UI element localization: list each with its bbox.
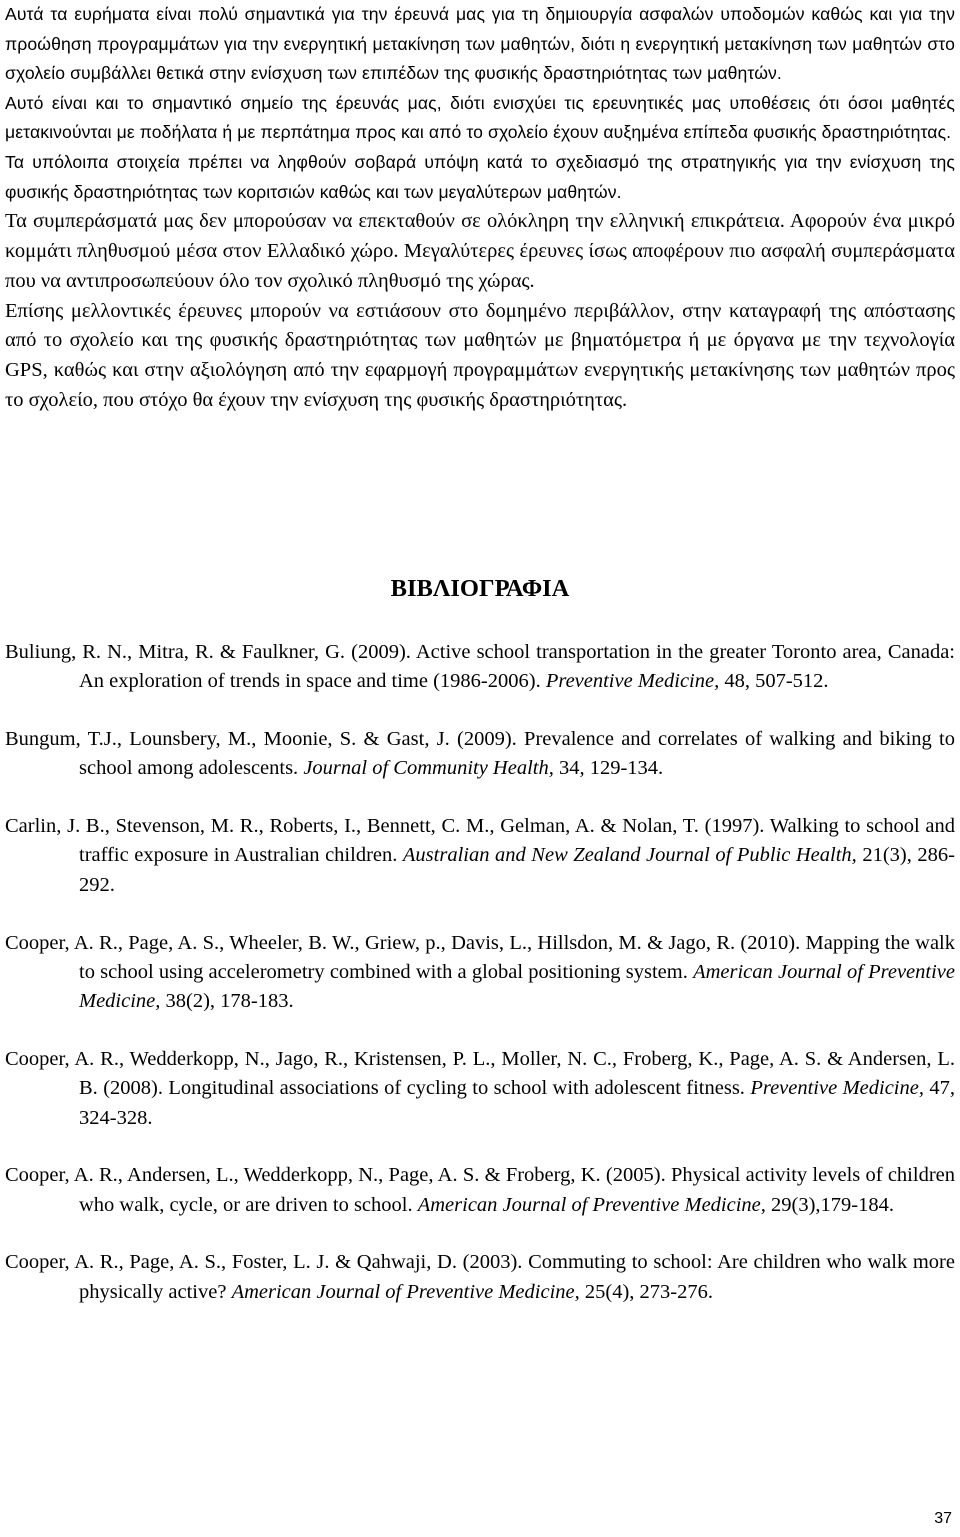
page-number: 37 [934, 1510, 952, 1527]
reference-item [5, 638, 955, 697]
reference-journal: Australian and New Zealand Journal of Public Health, [402, 844, 857, 867]
bibliography-heading: ΒΙΒΛΙΟΓΡΑΦΙΑ [390, 575, 570, 602]
reference-text: Bungum, T.J., Lounsbery, M., Moonie, S. & Gast, J. (2009). Prevalence and correlates of walking and biking to school among adolescents. [5, 728, 955, 780]
reference-item [5, 1045, 955, 1133]
reference-text: Cooper, A. R., Page, A. S., Wheeler, B. W., Griew, p., Davis, L., Hillsdon, M. & Jago, R. (2010). Mapping the walk to school using accelerometry combined with a global positioning system. [5, 931, 955, 983]
reference-text: Carlin, J. B., Stevenson, M. R., Roberts, I., Bennett, C. M., Gelman, A. & Nolan, T. (1997). Walking to school and traffic exposure in Australian children. [5, 815, 955, 867]
body-text [5, 0, 955, 416]
reference-text: Buliung, R. N., Mitra, R. & Faulkner, G. (2009). Active school transportation in the greater Toronto area, Canada: An exploration of trends in space and time (1986-2006). [5, 641, 955, 693]
reference-tail: 25(4), 273-276. [579, 1280, 713, 1303]
reference-item [5, 929, 955, 1017]
reference-item [5, 1248, 955, 1307]
reference-tail: 29(3),179-184. [765, 1193, 895, 1216]
reference-text: Cooper, A. R., Andersen, L., Wedderkopp, N., Page, A. S. & Froberg, K. (2005). Physical activity levels of children who walk, cycle, or are driven to school. [5, 1164, 955, 1216]
reference-item [5, 812, 955, 900]
reference-tail: 48, 507-512. [719, 670, 829, 693]
limitations-section [5, 207, 955, 416]
paragraph: Αυτό είναι και το σημαντικό σημείο της έρευνάς μας, διότι ενισχύει τις ερευνητικές μας υποθέσεις ότι όσοι μαθητές μετακινούνται με ποδήλατα ή με περπάτημα προς και από το σχολείο έχουν αυξημένα επίπεδα φυσικής δραστηριότητας. [5, 92, 955, 143]
paragraph: Τα συμπεράσματά μας δεν μπορούσαν να επεκταθούν σε ολόκληρη την ελληνική επικράτεια. Αφορούν ένα μικρό κομμάτι πληθυσμού μέσα στον Ελλαδικό χώρο. Μεγαλύτερες έρευνες ίσως αποφέρουν πιο ασφαλή συμπεράσματα που να αντιπροσωπεύουν όλο τον σχολικό πληθυσμό της χώρας. [5, 210, 955, 292]
paragraph: Επίσης μελλοντικές έρευνες μπορούν να εστιάσουν στο δομημένο περιβάλλον, στην καταγραφή της απόστασης από το σχολείο και της φυσικής δραστηριότητας των μαθητών με βηματόμετρα ή με όργανα με την τεχνολογία GPS, καθώς και στην αξιολόγηση από την εφαρμογή προγραμμάτων ενεργητικής μετακίνησης των μαθητών προς το σχολείο, που στόχο θα έχουν την ενίσχυση της φυσικής δραστηριότητας. [5, 299, 955, 411]
reference-journal: Preventive Medicine, [545, 670, 720, 693]
reference-tail: 21(3), 286-292. [79, 844, 956, 896]
paragraph: Αυτά τα ευρήματα είναι πολύ σημαντικά για την έρευνά μας για τη δημιουργία ασφαλών υποδομών καθώς και για την προώθηση προγραμμάτων για την ενεργητική μετακίνηση των μαθητών, διότι η ενεργητική μετακίνηση των μαθητών στο σχολείο συμβάλλει θετικά στην ενίσχυση των επιπέδων της φυσικής δραστηριότητας των μαθητών. [5, 4, 955, 84]
reference-text: Cooper, A. R., Wedderkopp, N., Jago, R., Kristensen, P. L., Moller, N. C., Froberg, K., Page, A. S. & Andersen, L. B. (2008). Longitudinal associations of cycling to school with adolescent fitness. [5, 1047, 955, 1100]
findings-section [5, 0, 955, 207]
reference-text: Cooper, A. R., Page, A. S., Foster, L. J. & Qahwaji, D. (2003). Commuting to school: Are children who walk more physically active? [5, 1251, 955, 1303]
reference-journal: American Journal of Preventive Medicine, [417, 1193, 766, 1216]
reference-item [5, 1161, 955, 1220]
reference-journal: American Journal of Preventive Medicine, [79, 960, 955, 1013]
reference-tail: 47, 324-328. [79, 1077, 955, 1129]
reference-item [5, 725, 955, 784]
reference-tail: 38(2), 178-183. [160, 990, 294, 1013]
reference-journal: Journal of Community Health, [303, 757, 554, 780]
reference-tail: 34, 129-134. [553, 757, 664, 780]
paragraph: Τα υπόλοιπα στοιχεία πρέπει να ληφθούν σοβαρά υπόψη κατά το σχεδιασμό της στρατηγικής για την ενίσχυση της φυσικής δραστηριότητας των κοριτσιών καθώς και των μεγαλύτερων μαθητών. [5, 151, 955, 202]
reference-list [5, 638, 955, 1336]
reference-journal: American Journal of Preventive Medicine, [231, 1280, 580, 1303]
reference-journal: Preventive Medicine, [750, 1077, 924, 1100]
